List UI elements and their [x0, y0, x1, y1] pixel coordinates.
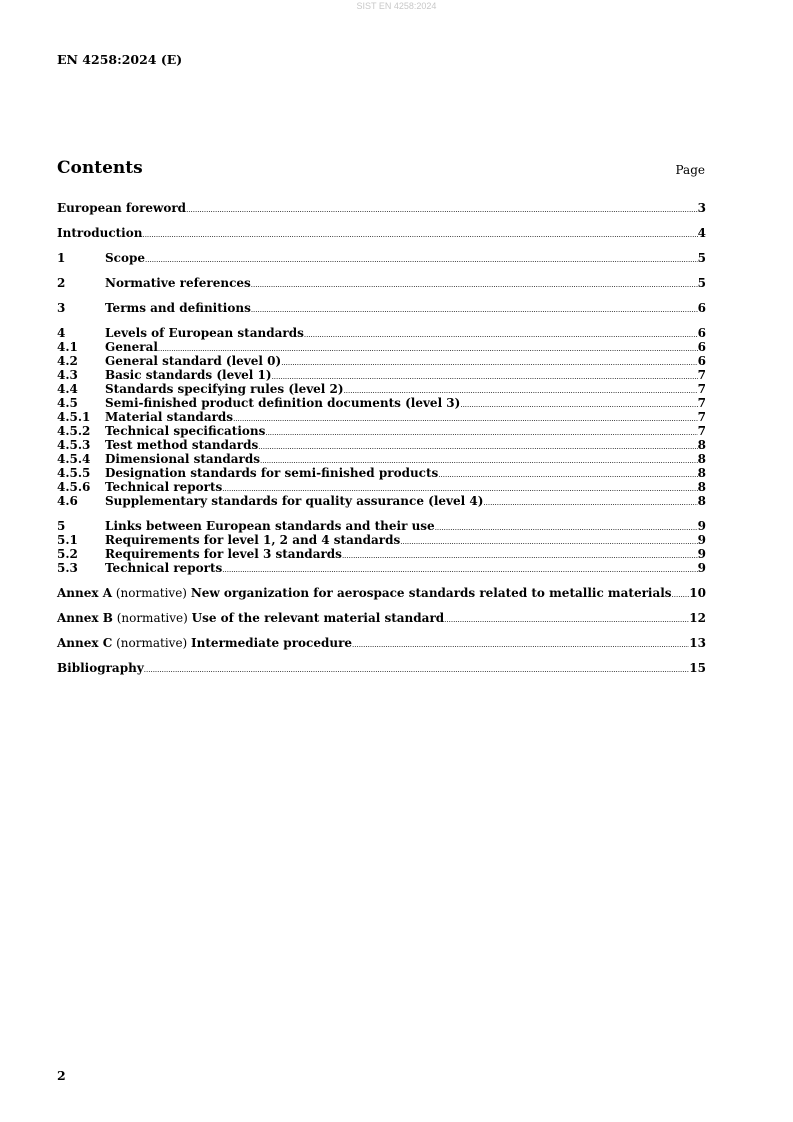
toc-title: General: [105, 340, 158, 354]
annex-label: Annex A: [57, 586, 113, 600]
toc-page: 4: [697, 226, 706, 240]
toc-number: 4.6: [57, 494, 78, 508]
toc-page: 9: [697, 561, 706, 575]
toc-entry-introduction[interactable]: [57, 226, 706, 240]
toc-number: 5.1: [57, 533, 78, 547]
toc-number: 3: [57, 301, 66, 315]
dot-leader: [400, 535, 697, 549]
toc-page: 13: [689, 636, 706, 650]
toc-entry-bibliography[interactable]: [57, 661, 706, 675]
toc-page: 7: [697, 368, 706, 382]
toc-entry-4-5-1[interactable]: [57, 410, 706, 424]
toc-title: Bibliography: [57, 661, 144, 675]
annex-note: (normative): [112, 586, 191, 600]
toc-number: 2: [57, 276, 66, 290]
toc-title: Designation standards for semi-finished products: [105, 466, 439, 480]
toc-entry-4-5-6[interactable]: [57, 480, 706, 494]
toc-number: 4.5.2: [57, 424, 91, 438]
toc-entry-annex-c[interactable]: [57, 636, 706, 650]
toc-number: 4.1: [57, 340, 78, 354]
toc-number: 4.4: [57, 382, 78, 396]
toc-page: 7: [697, 424, 706, 438]
toc-number: 4.5.4: [57, 452, 91, 466]
page-column-label: Page: [675, 163, 705, 177]
toc-title: Normative references: [105, 276, 251, 290]
toc-title: European foreword: [57, 201, 187, 215]
toc-entry-5[interactable]: [57, 519, 706, 533]
toc-page: 7: [697, 396, 706, 410]
toc-title: Semi-finished product definition documents (level 3): [105, 396, 461, 410]
toc-entry-5-1[interactable]: [57, 533, 706, 547]
toc-page: 8: [697, 452, 706, 466]
toc-entry-5-3[interactable]: [57, 561, 706, 575]
dot-leader: [304, 328, 698, 342]
toc-entry-4-4[interactable]: [57, 382, 706, 396]
toc-entry-4[interactable]: [57, 326, 706, 340]
toc-title: Introduction: [57, 226, 143, 240]
toc-number: 5.3: [57, 561, 78, 575]
dot-leader: [438, 468, 697, 482]
toc-entry-4-5-4[interactable]: [57, 452, 706, 466]
toc-title: Material standards: [105, 410, 234, 424]
toc-title: Levels of European standards: [105, 326, 304, 340]
dot-leader: [222, 563, 697, 577]
toc-number: 4.3: [57, 368, 78, 382]
contents-title: Contents: [57, 158, 143, 178]
dot-leader: [352, 638, 689, 652]
annex-label: Annex C: [57, 636, 113, 650]
toc-page: 5: [697, 251, 706, 265]
dot-leader: [435, 521, 698, 535]
toc-entry-5-2[interactable]: [57, 547, 706, 561]
toc-title: Links between European standards and their use: [105, 519, 435, 533]
toc-title: Test method standards: [105, 438, 259, 452]
toc-title: [57, 586, 672, 600]
annex-note: (normative): [112, 611, 192, 625]
toc-entry-annex-a[interactable]: [57, 586, 706, 600]
page-number: 2: [57, 1068, 66, 1083]
toc-page: 10: [689, 586, 706, 600]
toc-number: 5: [57, 519, 66, 533]
toc-page: 6: [697, 340, 706, 354]
toc-page: 7: [697, 410, 706, 424]
toc-entry-annex-b[interactable]: [57, 611, 706, 625]
dot-leader: [251, 278, 698, 292]
toc-page: 6: [697, 354, 706, 368]
toc-entry-4-1[interactable]: [57, 340, 706, 354]
document-id: EN 4258:2024 (E): [57, 52, 183, 67]
toc-title: Supplementary standards for quality assurance (level 4): [105, 494, 484, 508]
toc-title: Technical reports: [105, 480, 223, 494]
dot-leader: [672, 588, 690, 602]
dot-leader: [444, 613, 689, 627]
dot-leader: [265, 426, 697, 440]
toc-page: 9: [697, 519, 706, 533]
toc-title: [57, 636, 352, 650]
toc-number: 5.2: [57, 547, 78, 561]
annex-title: Intermediate procedure: [191, 636, 353, 650]
toc-title: Requirements for level 3 standards: [105, 547, 342, 561]
dot-leader: [483, 496, 697, 510]
annex-note: (normative): [112, 636, 192, 650]
toc-entry-3[interactable]: [57, 301, 706, 315]
toc-page: 6: [697, 326, 706, 340]
toc-entry-4-5[interactable]: [57, 396, 706, 410]
dot-leader: [258, 440, 697, 454]
toc-title: Requirements for level 1, 2 and 4 standards: [105, 533, 401, 547]
toc-number: 1: [57, 251, 66, 265]
toc-page: 5: [697, 276, 706, 290]
dot-leader: [233, 412, 698, 426]
toc-title: Terms and definitions: [105, 301, 251, 315]
dot-leader: [460, 398, 697, 412]
dot-leader: [144, 663, 690, 677]
watermark: SIST EN 4258:2024: [356, 1, 437, 11]
toc-entry-4-6[interactable]: [57, 494, 706, 508]
toc-entry-4-2[interactable]: [57, 354, 706, 368]
toc-entry-4-5-3[interactable]: [57, 438, 706, 452]
toc-page: 6: [697, 301, 706, 315]
toc-entry-4-5-5[interactable]: [57, 466, 706, 480]
toc-number: 4.5.1: [57, 410, 91, 424]
toc-title: Dimensional standards: [105, 452, 261, 466]
toc-title: Scope: [105, 251, 146, 265]
toc-entry-2[interactable]: [57, 276, 706, 290]
table-of-contents: [57, 201, 706, 675]
annex-title: New organization for aerospace standards related to metallic materials: [190, 586, 672, 600]
toc-page: 7: [697, 382, 706, 396]
toc-number: 4.2: [57, 354, 78, 368]
dot-leader: [142, 228, 697, 242]
dot-leader: [251, 303, 698, 317]
dot-leader: [186, 203, 698, 217]
toc-page: 8: [697, 480, 706, 494]
toc-number: 4.5.3: [57, 438, 91, 452]
toc-entry-4-5-2[interactable]: [57, 424, 706, 438]
toc-title: Technical specifications: [105, 424, 266, 438]
toc-title: Technical reports: [105, 561, 223, 575]
toc-page: 9: [697, 533, 706, 547]
toc-number: 4.5.5: [57, 466, 91, 480]
toc-number: 4.5.6: [57, 480, 91, 494]
toc-page: 9: [697, 547, 706, 561]
toc-page: 8: [697, 466, 706, 480]
toc-title: General standard (level 0): [105, 354, 282, 368]
toc-page: 8: [697, 438, 706, 452]
annex-label: Annex B: [57, 611, 113, 625]
toc-entry-1[interactable]: [57, 251, 706, 265]
toc-number: 4: [57, 326, 66, 340]
toc-entry-4-3[interactable]: [57, 368, 706, 382]
toc-title: [57, 611, 444, 625]
toc-number: 4.5: [57, 396, 78, 410]
dot-leader: [145, 253, 698, 267]
annex-title: Use of the relevant material standard: [191, 611, 445, 625]
toc-page: 12: [689, 611, 706, 625]
toc-title: Basic standards (level 1): [105, 368, 272, 382]
dot-leader: [281, 356, 697, 370]
toc-title: Standards specifying rules (level 2): [105, 382, 344, 396]
toc-page: 3: [697, 201, 706, 215]
toc-page: 8: [697, 494, 706, 508]
toc-entry-foreword[interactable]: [57, 201, 706, 215]
toc-page: 15: [689, 661, 706, 675]
dot-leader: [342, 549, 698, 563]
